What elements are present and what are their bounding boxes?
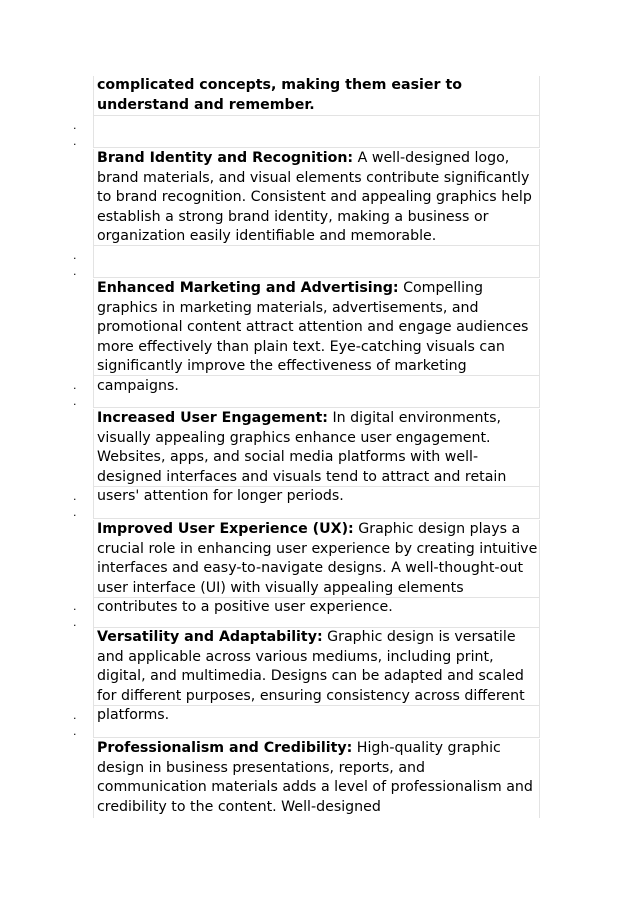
row-spacer	[93, 597, 540, 628]
bullet-marker: .	[73, 709, 77, 722]
item-body: Graphic design plays a crucial role in enhancing user experience by creating intuitive interfaces and easy-to-navigate designs. A well-thought-out user interface (UI) with visually appealing elements contributes to a positive user experience.	[97, 521, 538, 616]
list-item	[93, 279, 540, 394]
bullet-marker: .	[73, 249, 77, 262]
row-spacer	[93, 115, 540, 148]
intro-text: complicated concepts, making them easier to understand and remember.	[97, 77, 462, 113]
list-item	[93, 149, 540, 245]
list-item	[93, 520, 540, 616]
bullet-marker: .	[73, 616, 77, 629]
item-body: A well-designed logo, brand materials, and visual elements contribute significantly to brand recognition. Consistent and appealing graphics help establish a strong brand identity, making a business or organization easily identifiable and memorable.	[97, 150, 532, 245]
item-heading: Versatility and Adaptability:	[97, 629, 323, 645]
list-item	[93, 628, 540, 724]
list-item	[93, 739, 540, 818]
bullet-marker: .	[73, 379, 77, 392]
item-heading: Improved User Experience (UX):	[97, 521, 354, 537]
item-heading: Brand Identity and Recognition:	[97, 150, 354, 166]
item-body: In digital environments, visually appealing graphics enhance user engagement. Websites, apps, and social media platforms with well-designed interfaces and visuals tend to attract and retain users' attention for longer periods.	[97, 410, 507, 505]
row-spacer	[93, 245, 540, 278]
intro-paragraph	[93, 76, 540, 115]
bullet-marker: .	[73, 600, 77, 613]
item-heading: Increased User Engagement:	[97, 410, 328, 426]
item-body: Graphic design is versatile and applicable across various mediums, including print, digital, and multimedia. Designs can be adapted and scaled for different purposes, ensuring consistency across different platforms.	[97, 629, 525, 724]
item-heading: Professionalism and Credibility:	[97, 740, 353, 756]
row-spacer	[93, 486, 540, 519]
bullet-marker: .	[73, 135, 77, 148]
item-body: Compelling graphics in marketing materials, advertisements, and promotional content attract attention and engage audiences more effectively than plain text. Eye-catching visuals can significantly improve the effectiveness of marketing campaigns.	[97, 280, 529, 394]
bullet-marker: .	[73, 725, 77, 738]
bullet-marker: .	[73, 506, 77, 519]
bullet-marker: .	[73, 119, 77, 132]
item-body: High-quality graphic design in business presentations, reports, and communication materials adds a level of professionalism and credibility to the content. Well-designed	[97, 740, 533, 815]
bullet-marker: .	[73, 265, 77, 278]
bullet-marker: .	[73, 490, 77, 503]
item-heading: Enhanced Marketing and Advertising:	[97, 280, 399, 296]
bullet-marker: .	[73, 395, 77, 408]
list-item	[93, 409, 540, 505]
row-spacer	[93, 375, 540, 408]
row-spacer	[93, 705, 540, 738]
